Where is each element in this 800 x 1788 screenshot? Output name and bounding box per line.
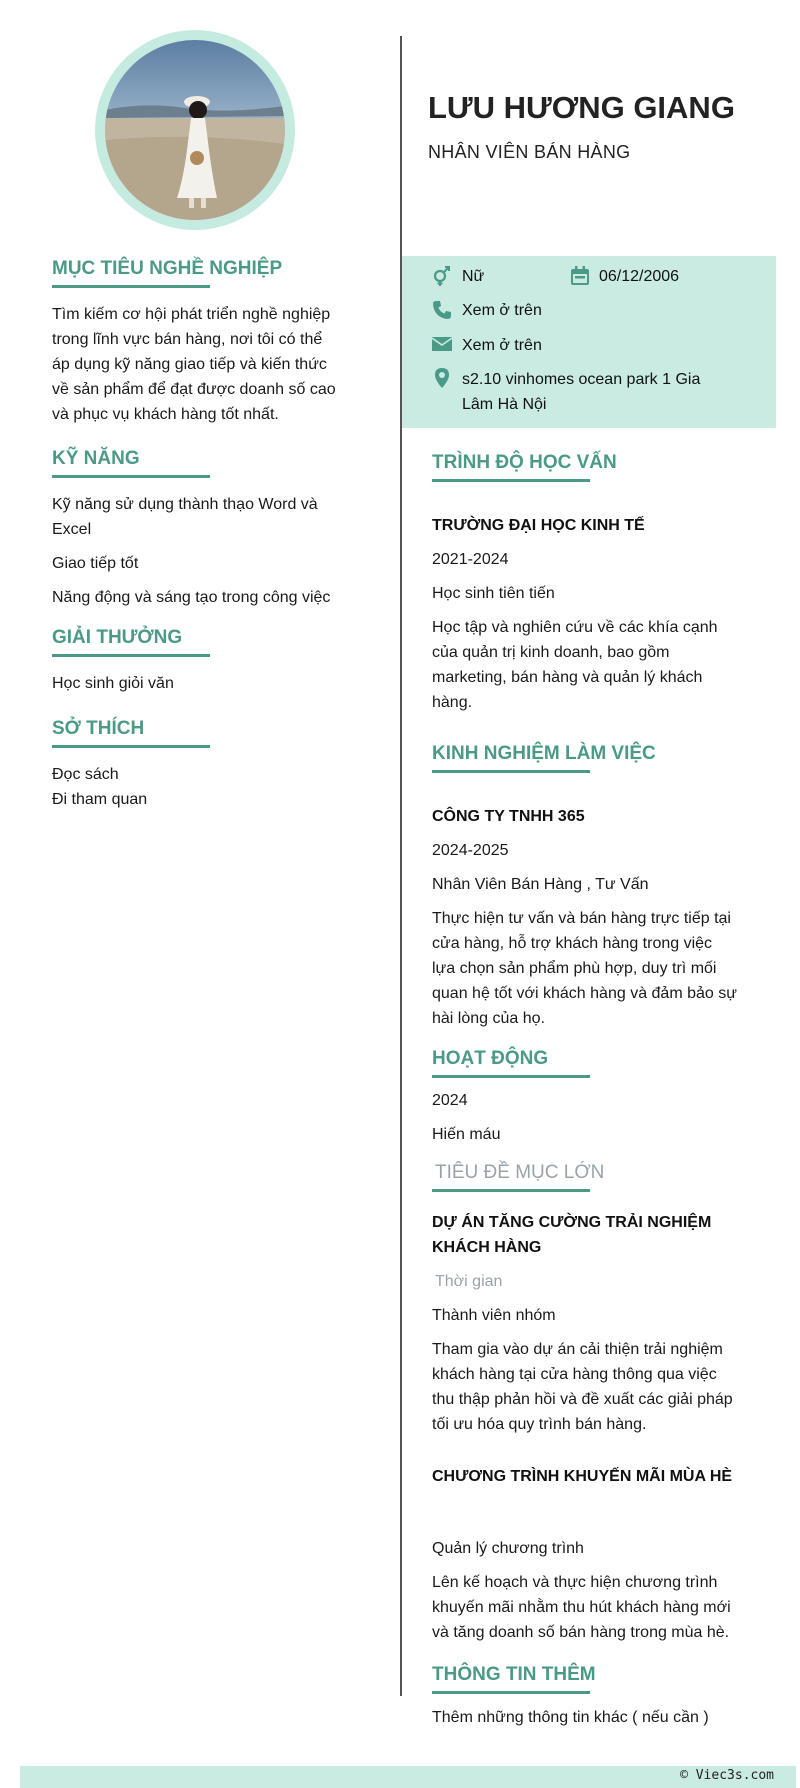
location-pin-icon [432,368,452,388]
address-value [462,367,700,417]
objective-line: áp dụng kỹ năng giao tiếp và kiến thức [52,356,327,373]
skills-section [52,448,352,610]
avatar-frame [95,30,295,230]
skills-title: KỸ NĂNG [52,448,210,478]
desc-line: khách hàng tại cửa hàng thông qua việc [432,1366,717,1383]
hobbies-section [52,718,210,812]
skill-text: Kỹ năng sử dụng thành thạo Word và [52,496,318,513]
hobbies-list [52,762,210,812]
desc-line: Thực hiện tư vấn và bán hàng trực tiếp tại [432,910,731,927]
education-role: Học sinh tiên tiến [432,585,555,602]
education-period: 2021-2024 [432,551,509,568]
project-time: Thời gian [435,1273,503,1290]
gender-value: Nữ [462,268,485,285]
desc-line: hài lòng của họ. [432,1010,545,1027]
education-section [432,452,762,715]
email-value: Xem ở trên [462,337,542,354]
hobbies-title: SỞ THÍCH [52,718,210,748]
experience-role: Nhân Viên Bán Hàng , Tư Vấn [432,876,649,893]
objective-line: về sản phẩm để đạt được doanh số cao [52,381,336,398]
desc-line: Học tập và nghiên cứu về các khía cạnh [432,619,718,636]
experience-desc [432,906,762,1031]
objective-line: và phục vụ khách hàng tốt nhất. [52,406,279,423]
experience-title: KINH NGHIỆM LÀM VIỆC [432,743,590,773]
skill-item: Năng động và sáng tạo trong công việc [52,589,331,606]
desc-line: marketing, bán hàng và quản lý khách [432,669,703,686]
awards-section [52,627,210,696]
skill-item: Excel [52,521,92,538]
address-line: s2.10 vinhomes ocean park 1 Gia [462,371,701,388]
desc-line: quan hệ tốt với khách hàng và đảm bảo sự [432,985,737,1002]
skill-item: Giao tiếp tốt [52,555,139,572]
candidate-name: LƯU HƯƠNG GIANG [428,90,735,125]
footer-credit: © Viec3s.com [680,1768,774,1783]
projects-section [432,1162,762,1645]
project-role: Quản lý chương trình [432,1540,584,1557]
extra-title: THÔNG TIN THÊM [432,1664,590,1694]
desc-line: thu thập phản hồi và đề xuất các giải pháp [432,1391,733,1408]
activity-item: Hiến máu [432,1126,501,1143]
project-desc [432,1337,762,1437]
hobby-item: Đi tham quan [52,791,148,808]
projects-title: TIÊU ĐỀ MỤC LỚN [432,1162,590,1192]
education-desc [432,615,762,715]
job-title: NHÂN VIÊN BÁN HÀNG [428,142,631,162]
desc-line: cửa hàng, hỗ trợ khách hàng trong việc [432,935,713,952]
activities-section [432,1048,762,1147]
project-role: Thành viên nhóm [432,1307,556,1324]
school-name: TRƯỜNG ĐẠI HỌC KINH TẾ [432,517,645,534]
desc-line: Lên kế hoạch và thực hiện chương trình [432,1574,718,1591]
hobby-item: Đọc sách [52,766,119,783]
skill-item [52,492,352,517]
project-name-line: DỰ ÁN TĂNG CƯỜNG TRẢI NGHIỆM [432,1214,712,1231]
experience-section [432,743,762,1031]
awards-title: GIẢI THƯỞNG [52,627,210,657]
gender-icon [432,266,452,286]
desc-line: hàng. [432,694,473,711]
desc-line: và tăng doanh số bán hàng trong mùa hè. [432,1624,730,1641]
activity-year: 2024 [432,1092,468,1109]
desc-line: lựa chọn sản phẩm phù hợp, duy trì mối [432,960,717,977]
address-line: Lâm Hà Nội [462,396,547,413]
project-name: CHƯƠNG TRÌNH KHUYẾN MÃI MÙA HÈ [432,1468,733,1485]
footer-bar [20,1766,796,1788]
objective-line: Tìm kiếm cơ hội phát triển nghề nghiệp [52,306,331,323]
contact-panel [402,256,776,428]
email-icon [432,334,452,354]
extra-text: Thêm những thông tin khác ( nếu cần ) [432,1709,709,1726]
company-name: CÔNG TY TNHH 365 [432,808,585,825]
project-desc [432,1570,762,1645]
phone-icon [432,300,452,320]
award-item: Học sinh giỏi văn [52,675,174,692]
desc-line: tối ưu hóa quy trình bán hàng. [432,1416,647,1433]
objective-text [52,302,352,427]
birthdate-value: 06/12/2006 [599,268,680,285]
skills-list [52,492,352,610]
desc-line: khuyến mãi nhằm thu hút khách hàng mới [432,1599,731,1616]
objective-line: trong lĩnh vực bán hàng, nơi tôi có thể [52,331,323,348]
project-name-line: KHÁCH HÀNG [432,1239,542,1256]
calendar-icon [570,266,590,286]
experience-period: 2024-2025 [432,842,509,859]
phone-value: Xem ở trên [462,302,542,319]
desc-line: của quản trị kinh doanh, bao gồm [432,644,670,661]
project-name [432,1210,762,1260]
objective-section [52,258,352,427]
extra-section [432,1664,762,1730]
desc-line: Tham gia vào dự án cải thiện trải nghiệm [432,1341,723,1358]
education-title: TRÌNH ĐỘ HỌC VẤN [432,452,590,482]
activities-title: HOẠT ĐỘNG [432,1048,590,1078]
objective-title: MỤC TIÊU NGHỀ NGHIỆP [52,258,210,288]
avatar-photo [105,40,285,220]
